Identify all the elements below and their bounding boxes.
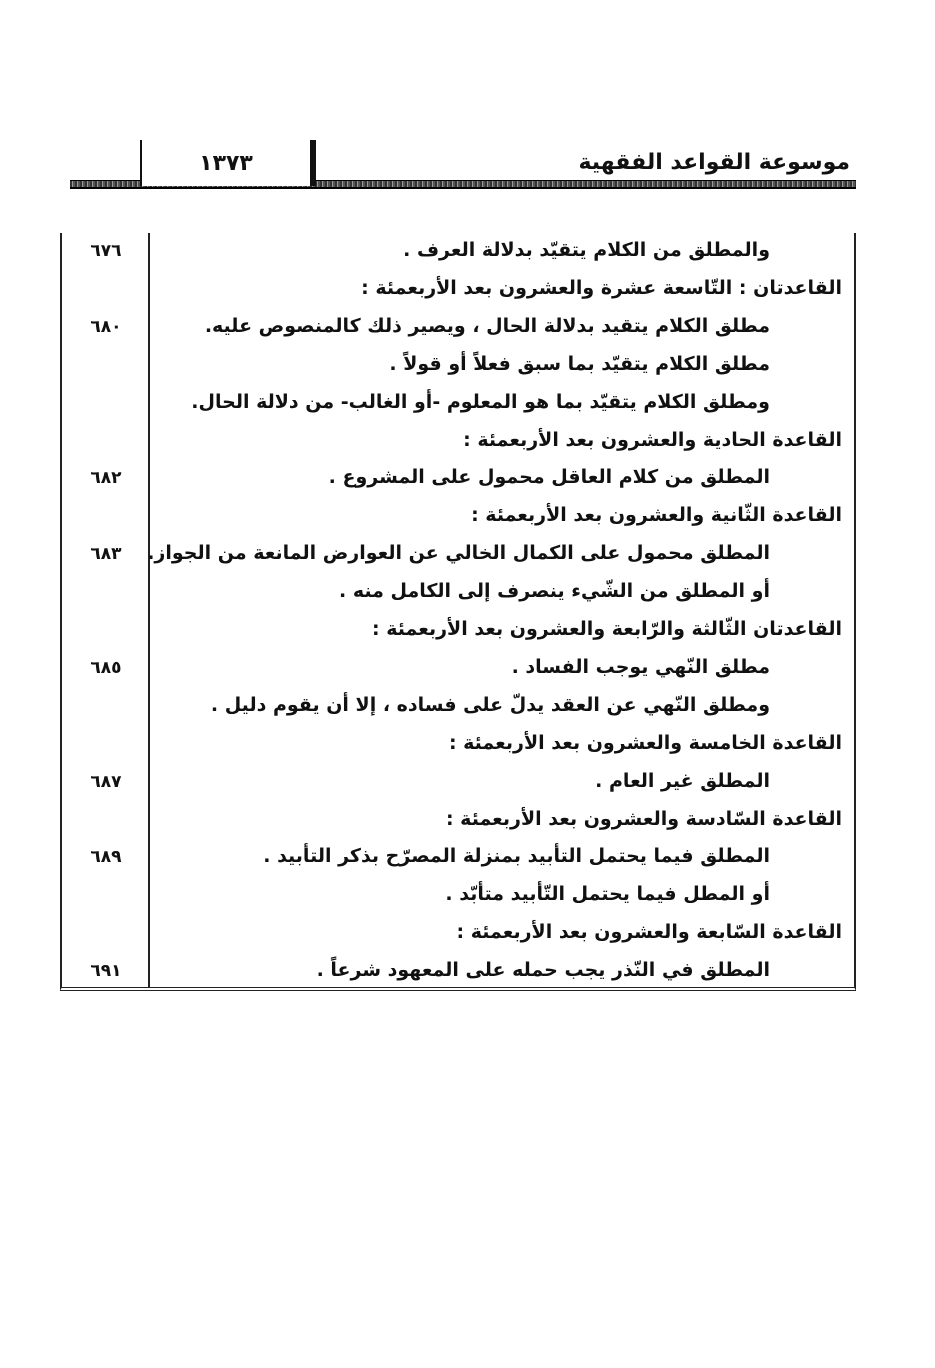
- index-row: [62, 650, 854, 688]
- row-text: أو المطلق من الشّيء ينصرف إلى الكامل منه .: [339, 580, 770, 603]
- page-reference: ٦٨٠: [90, 316, 122, 337]
- rule-heading: القاعدة الثّانية والعشرون بعد الأربعمئة :: [471, 504, 842, 527]
- index-row: [62, 536, 854, 574]
- index-heading-row: [62, 726, 854, 764]
- row-text: مطلق النّهي يوجب الفساد .: [511, 655, 770, 678]
- page-reference: ٦٧٦: [90, 241, 122, 261]
- page-reference: ٦٨٥: [90, 657, 122, 678]
- page-reference: ٦٨٩: [90, 847, 122, 868]
- index-row: [62, 574, 854, 612]
- row-text: والمطلق من الكلام يتقيّد بدلالة العرف .: [403, 239, 770, 261]
- rule-heading: القاعدة السّادسة والعشرون بعد الأربعمئة :: [445, 807, 842, 830]
- index-heading-row: [62, 915, 854, 953]
- index-row: [62, 764, 854, 802]
- rule-heading: القاعدة السّابعة والعشرون بعد الأربعمئة :: [456, 921, 842, 944]
- rule-heading: القاعدة الخامسة والعشرون بعد الأربعمئة :: [448, 731, 842, 754]
- row-text: أو المطل فيما يحتمل التّأبيد متأبّد .: [445, 883, 770, 906]
- index-heading-row: [62, 612, 854, 650]
- row-text: ومطلق النّهي عن العقد يدلّ على فساده ، إلا أن يقوم دليل .: [210, 693, 770, 716]
- index-row: [62, 688, 854, 726]
- row-text: المطلق في النّذر يجب حمله على المعهود شرعاً .: [316, 959, 770, 982]
- index-row: [62, 233, 854, 271]
- index-row: [62, 309, 854, 347]
- page-reference: ٦٨٣: [90, 544, 122, 565]
- page-reference: ٦٨٧: [90, 771, 122, 792]
- index-heading-row: [62, 271, 854, 309]
- row-text: المطلق من كلام العاقل محمول على المشروع .: [328, 466, 770, 489]
- book-title: موسوعة القواعد الفقهية: [578, 150, 850, 175]
- page-reference: ٦٩١: [90, 961, 122, 982]
- row-text: مطلق الكلام يتقيد بدلالة الحال ، ويصير ذلك كالمنصوص عليه.: [204, 314, 770, 337]
- index-row: [62, 839, 854, 877]
- page-reference: ٦٨٢: [90, 468, 122, 489]
- index-heading-row: [62, 498, 854, 536]
- rule-heading: القاعدتان الثّالثة والرّابعة والعشرون بعد الأربعمئة :: [372, 618, 842, 640]
- page-header: [70, 140, 856, 190]
- index-row: [62, 877, 854, 915]
- row-text: المطلق فيما يحتمل التأبيد بمنزلة المصرّح بذكر التأبيد .: [263, 845, 770, 868]
- rule-heading: القاعدة الحادية والعشرون بعد الأربعمئة :: [463, 428, 842, 451]
- index-table: [60, 233, 856, 991]
- rule-heading: القاعدتان : التّاسعة عشرة والعشرون بعد الأربعمئة :: [361, 276, 842, 299]
- row-text: المطلق محمول على الكمال الخالي عن العوارض المانعة من الجواز.: [147, 542, 770, 565]
- index-heading-row: [62, 423, 854, 461]
- index-heading-row: [62, 802, 854, 840]
- row-text: مطلق الكلام يتقيّد بما سبق فعلاً أو قولاً .: [389, 352, 770, 375]
- row-text: ومطلق الكلام يتقيّد بما هو المعلوم -أو الغالب- من دلالة الحال.: [191, 390, 770, 413]
- row-text: المطلق غير العام .: [595, 769, 770, 792]
- index-row: [62, 953, 854, 991]
- index-row: [62, 460, 854, 498]
- index-row: [62, 347, 854, 385]
- index-row: [62, 385, 854, 423]
- page-number: ١٣٧٣: [140, 140, 316, 186]
